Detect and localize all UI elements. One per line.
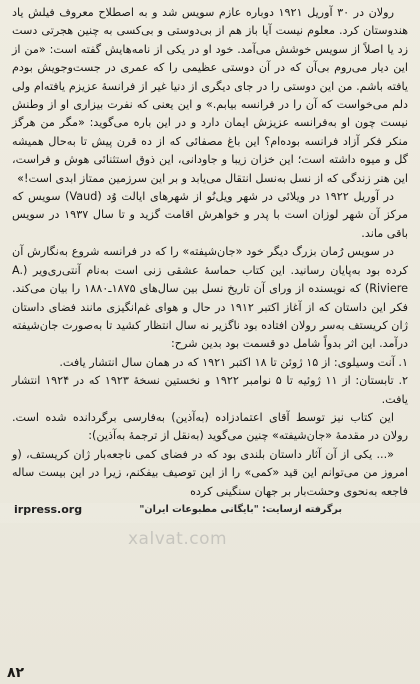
- watermark-url[interactable]: irpress.org: [14, 503, 83, 516]
- page-number: ۸۲: [7, 665, 25, 681]
- paragraph: رولان در ۳۰ آوریل ۱۹۲۱ دوباره عازم سویس شد و به اصطلاح معروف فیلش یاد هندوستان کرد. معلوم نیست آیا باز هم از بی‌دوستی و بی‌کسی به چنین هجرتی دست زد یا اصلاً از سویس خوشش می‌آمد. خود او در یکی از نامه‌هایش گفته است: «من از این دیار می‌روم بی‌آن که در آن دوستی عظیمی را که عمری در جست‌وجویش بودم یافته باشم. من این دوستی را در جای دیگری از دنیا غیر از فرانسهٔ عزیزم یافته‌ام ولی دلم می‌خواست که آن را در فرانسه بیابم.» و این یعنی که نفرت بیزاری او از وطنش نیست چون او به‌فرانسه عزیزش ایمان دارد و در این باره می‌گوید: «مگر من هرگز منکر فکر آزاد فرانسه بوده‌ام؟ این باغ مصفائی که از ده قرن پیش تا به‌حال همیشه گل و میوه داشته است؛ این خزان زیبا و جاودانی، این ذوق استثنائی هوش و فراست، این هنر زندگی که از نسل به‌نسل انتقال می‌یابد و بر این سرزمین ممتاز ابدی است!»: [12, 6, 408, 185]
- watermark-persian: برگرفته ازسایت: "بایگانی مطبوعات ایران": [139, 504, 342, 515]
- page-text: [12, 4, 408, 664]
- watermark-site: xalvat.com: [128, 529, 228, 549]
- paragraph: در آوریل ۱۹۲۲ در ویلائی در شهر ویل‌نُو از شهرهای ایالت وُد (Vaud) سویس که مرکز آن شهر لوزان است با پدر و خواهرش اقامت گزید و تا سال ۱۹۳۷ در سویس باقی ماند.: [12, 190, 409, 240]
- paragraph: در سویس رُمان بزرگ دیگر خود «جان‌شیفته» را که در فرانسه شروع به‌نگارش آن کرده بود به‌پایان رسانید. این کتاب حماسهٔ عشقی زنی است به‌نام آنتی‌ری‌ویر (A. Riviere) که نویسنده از ورای آن تاریخ نسل بین سال‌های ۱۸۷۵ـ۱۸۸۰ را بیان می‌کند. فکر این داستان که از آغاز اکتبر ۱۹۱۲ در حال و هوای غم‌انگیزی مانند فضای داستان ژان کریستف به‌سر رولان افتاده بود ناگزیر نه سال انتظار کشید تا به‌صورت جان‌شیفته درآمد. این اثر بدواً شامل دو قسمت بود بدین شرح:: [12, 245, 408, 351]
- list-item: ۲. تابستان: از ۱۱ ژوئیه تا ۵ نوامبر ۱۹۲۲ و نخستین نسخهٔ ۱۹۲۳ که در ۱۹۲۴ انتشار یافت.: [12, 374, 409, 406]
- paragraph: «... یکی از آن آثار داستان بلندی بود که در فضای کمی ناجعه‌بار ژان کریستف، (و امروز من می‌توانم این قید «کمی» را از این توصیف بیفکنم، زیرا در این بیست ساله فاجعه به‌نحوی وحشت‌بار بر جهان سنگینی کرده: [12, 447, 408, 498]
- list-item: ۱. آنت وسیلوی: از ۱۵ ژوئن تا ۱۸ اکتبر ۱۹۲۱ که در همان سال انتشار یافت.: [59, 355, 408, 369]
- paragraph: این کتاب نیز توسط آقای اعتمادزاده (به‌آذین) به‌فارسی برگردانده شده است. رولان در مقدمهٔ «جان‌شیفته» چنین می‌گوید (به‌نقل از ترجمهٔ به‌آذین):: [12, 410, 408, 443]
